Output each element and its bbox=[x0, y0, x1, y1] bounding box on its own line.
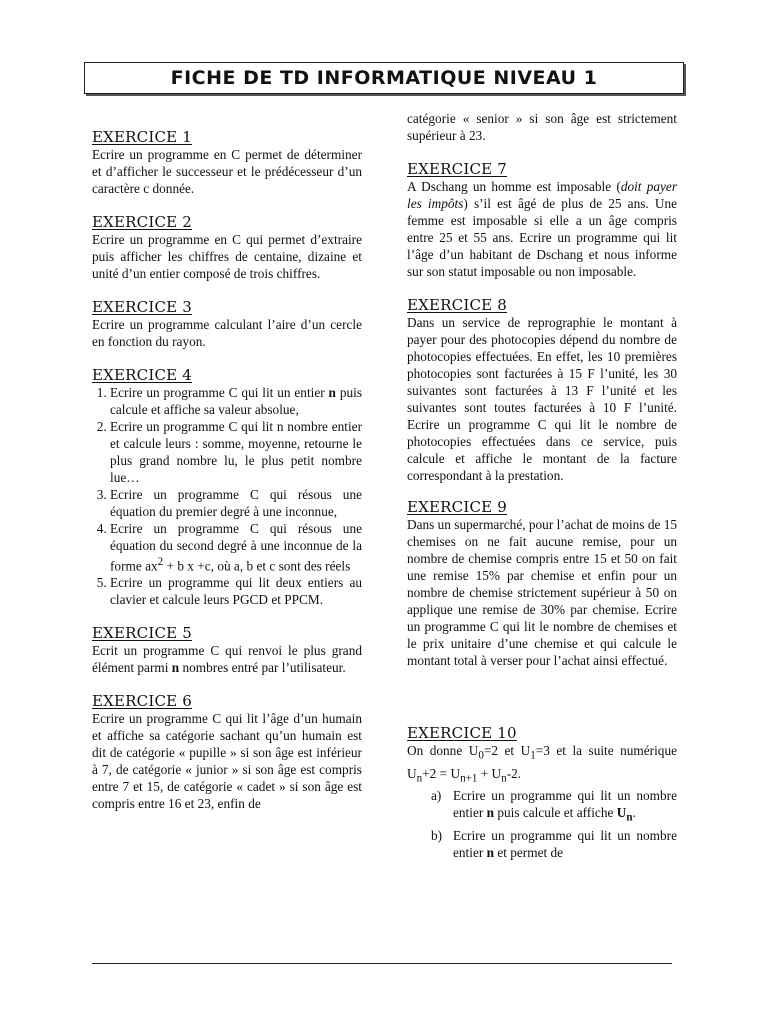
exercise-text: Dans un supermarché, pour l’achat de moins de 15 chemises on ne fait aucune remise, pour un nombre de chemise compris entre 15 et 50 on fait une remise 15% par chemise et enfin pour un nombre de chemise strictement supérieur à 50 on applique une remise de 30% par chemise. Ecrire un programme C qui lit le nombre de chemises et le prix unitaire d’une chemise et qui calcule le montant total à verser pour l’achat ainsi effectué. bbox=[407, 517, 677, 668]
list-item: 5. Ecrire un programme qui lit deux entiers au clavier et calcule leurs PGCD et PPCM. bbox=[110, 574, 362, 608]
text-part: Ecrire un programme qui lit un nombre entier bbox=[453, 788, 677, 821]
subscript: n+1 bbox=[460, 772, 478, 785]
page-title-box bbox=[84, 62, 684, 94]
exercise-8 bbox=[407, 296, 677, 484]
text-part: -2. bbox=[506, 765, 522, 781]
superscript: 2 bbox=[157, 556, 164, 568]
exercise-6 bbox=[92, 692, 362, 812]
text-part: Ecrire un programme qui lit un nombre entier bbox=[453, 827, 677, 860]
list-item-text: Ecrire un programme C qui lit un entier bbox=[110, 385, 329, 400]
exercise-1 bbox=[92, 128, 362, 197]
exercise-heading: EXERCICE 10 bbox=[407, 724, 517, 742]
subscript: n bbox=[501, 772, 507, 785]
text-part: ) s’il est âgé de plus de 25 ans. Une femme est imposable si elle a un âge compris entre 25 et 55 ans. Ecrire un programme qui lit l’âge d’un habitant de Dschang et nous informe sur son statut imposable ou non imposable. bbox=[407, 196, 677, 279]
exercise-3 bbox=[92, 298, 362, 350]
text-part: On donne U bbox=[407, 743, 479, 758]
list-item-text: Ecrire un programme C qui résous une équation du second degré à une inconnue de la forme ax bbox=[110, 521, 362, 574]
exercise-text: Ecrire un programme en C permet de déterminer et d’afficher le successeur et le prédécesseur d’un caractère c donnée. bbox=[92, 147, 362, 196]
text-part: nombres entré par l’utilisateur. bbox=[179, 660, 346, 676]
page-title: FICHE DE TD INFORMATIQUE NIVEAU 1 bbox=[170, 67, 598, 89]
exercise-sublist bbox=[407, 787, 677, 861]
exercise-list bbox=[92, 384, 362, 608]
left-column bbox=[92, 128, 362, 828]
text-part: et permet de bbox=[494, 844, 564, 860]
bold-variable: n bbox=[486, 844, 494, 860]
exercise-heading: EXERCICE 4 bbox=[92, 366, 193, 384]
italic-text: doit payer les impôts bbox=[407, 179, 678, 211]
bold-variable bbox=[616, 805, 636, 824]
text-part: =3 et la suite numérique U bbox=[407, 743, 678, 781]
exercise-text: Ecrire un programme calculant l’aire d’un cercle en fonction du rayon. bbox=[92, 317, 362, 349]
exercise-text: Ecrire un programme en C qui permet d’extraire puis afficher les chiffres de centaine, dizaine et unité d’un entier composé de trois chiffres. bbox=[92, 232, 362, 281]
subscript: n bbox=[626, 811, 633, 824]
list-item-text: puis calcule et affiche sa valeur absolue, bbox=[110, 385, 362, 417]
subscript: n bbox=[416, 772, 423, 785]
exercise-heading: EXERCICE 7 bbox=[407, 160, 508, 178]
footer-divider bbox=[92, 963, 672, 964]
bold-variable: n bbox=[328, 385, 336, 400]
text-part: puis calcule et affiche bbox=[494, 805, 617, 821]
exercise-text: Dans un service de reprographie le montant à payer pour des photocopies dépend du nombre de photocopies effectuées. En effet, les 10 premières photocopies sont facturées à 15 F l’unité, les 30 suivantes sont facturées à 13 F l’unité et les suivantes sont toutes facturées à 10 F l’unité. Ecrire un programme C qui lit le nombre de photocopies effectuées dans ce service, puis calcule et affiche le montant de la facture correspondant à la prestation. bbox=[407, 315, 677, 483]
exercise-heading: EXERCICE 3 bbox=[92, 298, 193, 316]
exercise-9 bbox=[407, 498, 677, 669]
subscript: 1 bbox=[530, 749, 536, 762]
list-item-text: + b x +c, où a, b et c sont des réels bbox=[163, 558, 351, 574]
exercise-heading: EXERCICE 6 bbox=[92, 692, 193, 711]
exercise-heading: EXERCICE 8 bbox=[407, 296, 508, 314]
text-part: =2 et U bbox=[483, 743, 531, 758]
exercise-text bbox=[407, 742, 677, 787]
exercise-text bbox=[407, 178, 677, 280]
list-item: 3. Ecrire un programme C qui résous une équation du premier degré à une inconnue, bbox=[110, 486, 362, 520]
exercise-2 bbox=[92, 213, 362, 282]
exercise-text: catégorie « senior » si son âge est strictement supérieur à 23. bbox=[407, 111, 677, 143]
exercise-6-continued bbox=[407, 110, 677, 144]
text-part: U bbox=[616, 805, 627, 821]
text-part: A Dschang un homme est imposable ( bbox=[407, 179, 621, 194]
right-column bbox=[407, 110, 677, 877]
exercise-text: Ecrire un programme C qui lit l’âge d’un humain et affiche sa catégorie sachant qu’un humain est dit de catégorie « pupille » si son âge est inférieur à 7, de catégorie « junior » si son âge est compris entre 7 et 15, de catégorie « cadet » si son âge est compris entre 16 et 23, enfin de bbox=[92, 711, 362, 812]
bold-variable: n bbox=[486, 805, 494, 821]
exercise-10 bbox=[407, 724, 677, 861]
text-part: +2 = U bbox=[422, 765, 461, 781]
list-item bbox=[431, 827, 677, 861]
list-item bbox=[110, 520, 362, 574]
text-part: Ecrit un programme C qui renvoi le plus grand élément parmi bbox=[92, 643, 362, 676]
exercise-4 bbox=[92, 366, 362, 608]
list-item bbox=[431, 787, 677, 827]
exercise-7 bbox=[407, 160, 677, 280]
bold-variable: n bbox=[171, 660, 180, 676]
exercise-text bbox=[92, 642, 362, 676]
list-marker: a) bbox=[431, 788, 442, 804]
subscript: 0 bbox=[478, 749, 484, 762]
exercise-heading: EXERCICE 1 bbox=[92, 128, 193, 146]
exercise-heading: EXERCICE 5 bbox=[92, 624, 193, 643]
exercise-heading: EXERCICE 9 bbox=[407, 498, 508, 516]
list-item bbox=[110, 384, 362, 418]
list-marker: b) bbox=[431, 827, 443, 843]
text-part: . bbox=[632, 805, 636, 821]
exercise-5 bbox=[92, 624, 362, 676]
list-item: 2. Ecrire un programme C qui lit n nombre entier et calcule leurs : somme, moyenne, retourne le plus grand nombre lu, le plus petit nombre lue… bbox=[110, 418, 362, 486]
exercise-heading: EXERCICE 2 bbox=[92, 213, 193, 231]
text-part: + U bbox=[477, 765, 502, 781]
